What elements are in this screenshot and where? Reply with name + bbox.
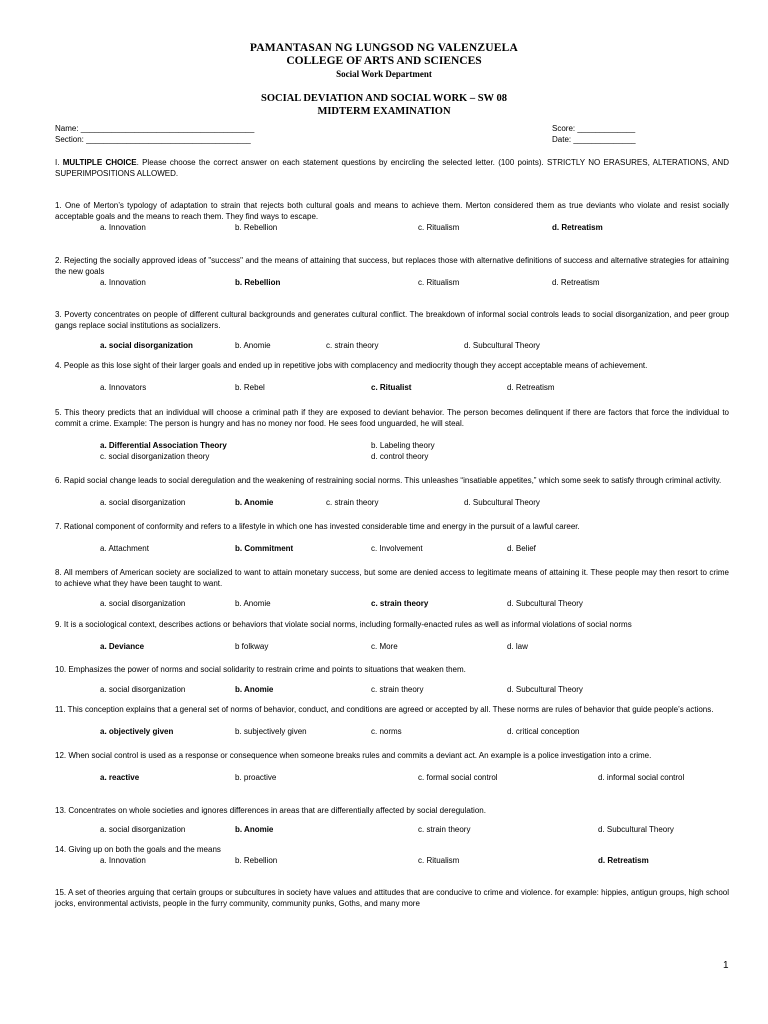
q12-option-d[interactable]: d. informal social control xyxy=(598,773,685,782)
q12-option-a[interactable]: a. reactive xyxy=(100,773,140,782)
q1-option-b[interactable]: b. Rebellion xyxy=(235,223,278,232)
q4-option-b[interactable]: b. Rebel xyxy=(235,383,265,392)
q12-option-b[interactable]: b. proactive xyxy=(235,773,277,782)
q14-option-c[interactable]: c. Ritualism xyxy=(418,856,460,865)
department-name: Social Work Department xyxy=(336,69,432,79)
q14-option-b[interactable]: b. Rebellion xyxy=(235,856,278,865)
q7-option-a[interactable]: a. Attachment xyxy=(100,544,149,553)
q11-option-a[interactable]: a. objectively given xyxy=(100,727,174,736)
question-3: 3. Poverty concentrates on people of different cultural backgrounds and generates cultural conflict. The breakdown of informal social controls leads to social disorganization, and peer group gangs replace social institutions as socializers. xyxy=(55,310,729,330)
question-1: 1. One of Merton’s typology of adaptation to strain that rejects both cultural goals and means to achieve them. Merton considered them as true deviants who violate and resist socially acceptable goals and the means to reach them. They find ways to escape. xyxy=(55,201,729,221)
q9-option-a[interactable]: a. Deviance xyxy=(100,642,145,651)
question-4: 4. People as this lose sight of their larger goals and ended up in repetitive jobs with complacency and mediocrity though they accept acceptable means of achievement. xyxy=(55,361,648,370)
question-8: 8. All members of American society are socialized to want to attain monetary success, but some are denied access to legitimate means of attaining it. These people may then resort to crime to achieve what they have been taught to want. xyxy=(55,568,729,588)
q6-option-c[interactable]: c. strain theory xyxy=(326,498,379,507)
question-7: 7. Rational component of conformity and refers to a lifestyle in which one has invested considerable time and energy in the pursuit of a lawful career. xyxy=(55,522,580,531)
q8-option-d[interactable]: d. Subcultural Theory xyxy=(507,599,583,608)
college-name: COLLEGE OF ARTS AND SCIENCES xyxy=(286,55,482,67)
question-14: 14. Giving up on both the goals and the means xyxy=(55,845,221,854)
name-field[interactable]: Name: _______________________________________ xyxy=(55,124,255,133)
section-field[interactable]: Section: _____________________________________ xyxy=(55,135,251,144)
q8-option-c[interactable]: c. strain theory xyxy=(371,599,429,608)
question-6: 6. Rapid social change leads to social deregulation and the weakening of restraining social norms. This unleashes “insatiable appetites,” which some seek to satisfy through criminal activity. xyxy=(55,476,722,485)
page-number: 1 xyxy=(723,960,729,971)
part-title: MULTIPLE CHOICE xyxy=(62,158,137,167)
q3-option-c[interactable]: c. strain theory xyxy=(326,341,379,350)
q1-option-d[interactable]: d. Retreatism xyxy=(552,223,603,232)
q11-option-b[interactable]: b. subjectively given xyxy=(235,727,307,736)
q2-option-c[interactable]: c. Ritualism xyxy=(418,278,460,287)
q11-option-c[interactable]: c. norms xyxy=(371,727,402,736)
q4-option-c[interactable]: c. Ritualist xyxy=(371,383,412,392)
q5-option-c[interactable]: c. social disorganization theory xyxy=(100,452,210,461)
q13-option-b[interactable]: b. Anomie xyxy=(235,825,274,834)
q9-option-b[interactable]: b folkway xyxy=(235,642,269,651)
score-field[interactable]: Score: _____________ xyxy=(552,124,636,133)
q14-option-d[interactable]: d. Retreatism xyxy=(598,856,649,865)
exam-title: MIDTERM EXAMINATION xyxy=(317,106,451,117)
q13-option-c[interactable]: c. strain theory xyxy=(418,825,471,834)
q7-option-d[interactable]: d. Belief xyxy=(507,544,536,553)
question-9: 9. It is a sociological context, describes actions or behaviors that violate social norms, including formally-enacted rules as well as informal violations of social norms xyxy=(55,620,632,629)
q8-option-b[interactable]: b. Anomie xyxy=(235,599,271,608)
q1-option-c[interactable]: c. Ritualism xyxy=(418,223,460,232)
question-10: 10. Emphasizes the power of norms and social solidarity to restrain crime and points to situations that weaken them. xyxy=(55,665,466,674)
question-13: 13. Concentrates on whole societies and ignores differences in areas that are differentially affected by social deregulation. xyxy=(55,806,486,815)
q6-option-a[interactable]: a. social disorganization xyxy=(100,498,186,507)
q3-option-d[interactable]: d. Subcultural Theory xyxy=(464,341,540,350)
q6-option-d[interactable]: d. Subcultural Theory xyxy=(464,498,540,507)
question-15: 15. A set of theories arguing that certain groups or subcultures in society have values and attitudes that are conducive to crime and violence. for example: hippies, antigun groups, high school jocks, environmental activists, people in the furry community, community punks, Goths, and many more xyxy=(55,888,729,908)
q5-option-a[interactable]: a. Differential Association Theory xyxy=(100,441,227,450)
q10-option-a[interactable]: a. social disorganization xyxy=(100,685,186,694)
question-12: 12. When social control is used as a response or consequence when someone breaks rules and commits a deviant act. An example is a police investigation into a crime. xyxy=(55,751,652,760)
question-5: 5. This theory predicts that an individual will choose a criminal path if they are exposed to deviant behavior. The person becomes delinquent if there are factors that force the individual to commit a crime. Example: The person is hungry and has no money nor food. He sees food unguarded, he will steal. xyxy=(55,408,729,428)
q9-option-d[interactable]: d. law xyxy=(507,642,528,651)
q5-option-d[interactable]: d. control theory xyxy=(371,452,429,461)
q10-option-d[interactable]: d. Subcultural Theory xyxy=(507,685,583,694)
course-title: SOCIAL DEVIATION AND SOCIAL WORK – SW 08 xyxy=(261,93,507,104)
q2-option-b[interactable]: b. Rebellion xyxy=(235,278,281,287)
question-2: 2. Rejecting the socially approved ideas of "success" and the means of attaining that success, but replaces those with alternative definitions of success and alternative strategies for attaining the new goals xyxy=(55,256,729,276)
university-name: PAMANTASAN NG LUNGSOD NG VALENZUELA xyxy=(249,42,519,54)
q2-option-d[interactable]: d. Retreatism xyxy=(552,278,600,287)
instructions-text: . Please choose the correct answer on each statement questions by encircling the selected letter. (100 points). STRICTLY NO ERASURES, ALTERATIONS, AND SUPERIMPOSITIONS ALLOWED. xyxy=(55,158,729,178)
q12-option-c[interactable]: c. formal social control xyxy=(418,773,498,782)
q7-option-c[interactable]: c. Involvement xyxy=(371,544,423,553)
q3-option-b[interactable]: b. Anomie xyxy=(235,341,271,350)
q5-option-b[interactable]: b. Labeling theory xyxy=(371,441,435,450)
instructions xyxy=(55,157,729,179)
date-field[interactable]: Date: ______________ xyxy=(552,135,636,144)
q10-option-b[interactable]: b. Anomie xyxy=(235,685,274,694)
q11-option-d[interactable]: d. critical conception xyxy=(507,727,580,736)
q13-option-a[interactable]: a. social disorganization xyxy=(100,825,186,834)
q7-option-b[interactable]: b. Commitment xyxy=(235,544,294,553)
q4-option-a[interactable]: a. Innovators xyxy=(100,383,147,392)
q8-option-a[interactable]: a. social disorganization xyxy=(100,599,186,608)
q9-option-c[interactable]: c. More xyxy=(371,642,398,651)
part-number: I. xyxy=(55,158,63,167)
q10-option-c[interactable]: c. strain theory xyxy=(371,685,424,694)
question-11: 11. This conception explains that a general set of norms of behavior, conduct, and conditions are agreed or accepted by all. These norms are rules of behavior that guide people’s actions. xyxy=(55,705,714,714)
q4-option-d[interactable]: d. Retreatism xyxy=(507,383,555,392)
q3-option-a[interactable]: a. social disorganization xyxy=(100,341,193,350)
q6-option-b[interactable]: b. Anomie xyxy=(235,498,274,507)
q13-option-d[interactable]: d. Subcultural Theory xyxy=(598,825,674,834)
q1-option-a[interactable]: a. Innovation xyxy=(100,223,146,232)
q14-option-a[interactable]: a. Innovation xyxy=(100,856,146,865)
q2-option-a[interactable]: a. Innovation xyxy=(100,278,146,287)
